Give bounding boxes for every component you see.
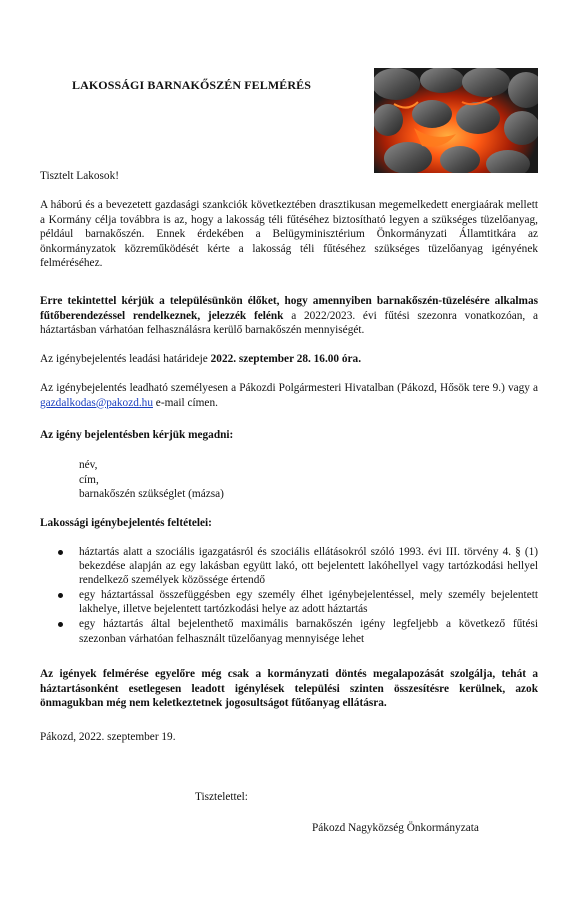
signer-line: Pákozd Nagyközség Önkormányzata xyxy=(312,822,479,834)
bullet-icon xyxy=(58,622,63,627)
deadline-value: 2022. szeptember 28. 16.00 óra. xyxy=(210,353,362,365)
condition-text: egy háztartással összefüggésben egy személy élhet igénybejelentéssel, mely személy bejelentett lakhelye, illetve bejelentett tartózkodási helye az adott háztartás xyxy=(79,589,538,616)
condition-item xyxy=(58,617,538,645)
deadline-prefix: Az igénybejelentés leadási határideje xyxy=(40,353,211,365)
contact-paragraph xyxy=(40,381,538,410)
request-paragraph-rest: a 2022/2023. évi fűtési szezonra vonatkozóan, a háztartásban várhatóan felhasználásra kerülő barnakőszén mennyiségét. xyxy=(40,309,538,336)
request-paragraph xyxy=(40,294,538,338)
deadline-paragraph xyxy=(40,352,538,367)
request-item-name: név, xyxy=(79,459,98,471)
bullet-icon xyxy=(58,593,63,598)
intro-paragraph: A háború és a bevezetett gazdasági szankciók következtében drasztikusan megemelkedett energiaárak mellett a Kormány célja továbbra is az, hogy a lakosság téli fűtéséhez biztosítható legyen a szükséges tüzelőanyag, például barnakőszén. Ennek érdekében a Belügyminisztérium Önkormányzati Államtitkára az önkormányzatok közreműködését kérte a lakosság téli fűtéséhez szükséges tüzelőanyag igényének felméréséhez. xyxy=(40,199,538,269)
regards-line: Tisztelettel: xyxy=(195,791,248,803)
condition-item xyxy=(58,545,538,587)
closing-paragraph: Az igények felmérése egyelőre még csak a kormányzati döntés megalapozását szolgálja, tehát a háztartásonként esetlegesen leadott igénylések települési szinten összesítésre kerülnek, azok önmagukban még nem keletkeztetnek jogosultságot fűtőanyag ellátásra. xyxy=(40,668,538,709)
greeting: Tisztelt Lakosok! xyxy=(40,170,119,182)
request-item-quantity: barnakőszén szükséglet (mázsa) xyxy=(79,488,224,501)
conditions-list xyxy=(58,545,538,647)
conditions-heading: Lakossági igénybejelentés feltételei: xyxy=(40,517,212,529)
contact-prefix: Az igénybejelentés leadható személyesen a Pákozdi Polgármesteri Hivatalban (Pákozd, Hősök tere 9.) vagy a xyxy=(40,382,538,394)
bullet-icon xyxy=(58,550,63,555)
contact-suffix: e-mail címen. xyxy=(152,396,218,409)
condition-text: háztartás alatt a szociális igazgatásról és szociális ellátásokról szóló 1993. évi III. törvény 4. § (1) bekezdése alapján az egy lakásban együtt lakó, ott bejelentett lakóhellyel vagy tartózkodási hellyel rendelkező személyek közössége értendő xyxy=(79,546,538,587)
request-item-address: cím, xyxy=(79,473,99,486)
request-paragraph-bold: Erre tekintettel kérjük a településünkön élőket, hogy amennyiben barnakőszén-tüzelésére alkalmas fűtőberendezéssel rendelkeznek, jelezzék felénk xyxy=(40,295,538,322)
contact-email-link[interactable]: gazdalkodas@pakozd.hu xyxy=(40,396,153,409)
document-title: LAKOSSÁGI BARNAKŐSZÉN FELMÉRÉS xyxy=(72,78,312,92)
condition-item xyxy=(58,588,538,616)
condition-text: egy háztartás által bejelenthető maximális barnakőszén igény legfeljebb a következő fűtési szezonban várhatóan felhasznált tüzelőanyag mennyisége lehet xyxy=(79,618,538,645)
request-heading: Az igény bejelentésben kérjük megadni: xyxy=(40,429,234,441)
request-list xyxy=(79,458,224,502)
date-line: Pákozd, 2022. szeptember 19. xyxy=(40,731,176,743)
coal-photo xyxy=(374,68,538,173)
